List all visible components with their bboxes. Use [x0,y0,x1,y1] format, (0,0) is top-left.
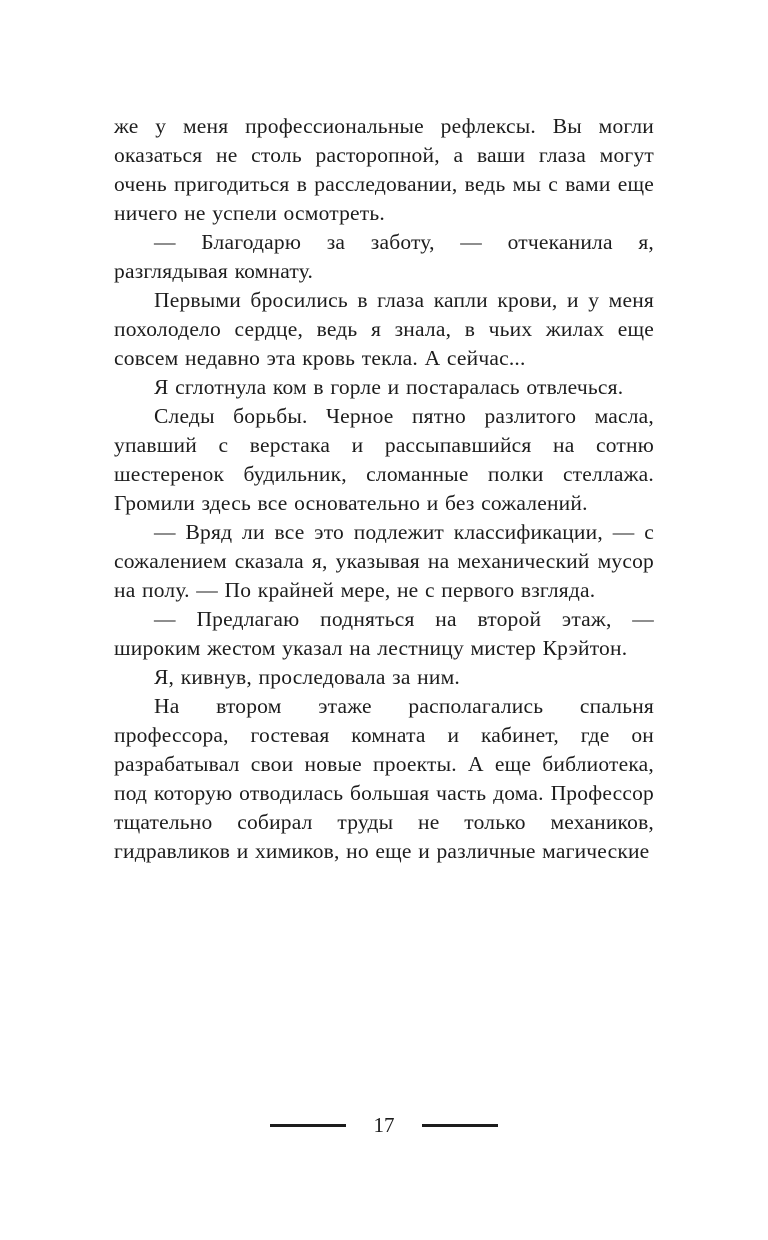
footer-rule-left [270,1124,346,1127]
paragraph-dialogue: — Предлагаю подняться на второй этаж, — широким жестом указал на лестницу мистер Крэйтон. [114,607,654,660]
paragraph-dialogue: — Благодарю за заботу, — отчеканила я, разглядывая комнату. [114,230,654,283]
paragraph: Я сглотнула ком в горле и постаралась отвлечься. [154,375,624,399]
paragraph: же у меня профессиональные рефлексы. Вы могли оказаться не столь расторопной, а ваши глаза могут очень пригодиться в расследовании, ведь мы с вами еще ничего не успели осмотреть. [114,114,654,225]
footer-rule-right [422,1124,498,1127]
paragraph: Я, кивнув, проследовала за ним. [154,665,460,689]
page-footer [0,1112,768,1138]
page-number: 17 [373,1113,395,1137]
paragraph: Первыми бросились в глаза капли крови, и у меня похолодело сердце, ведь я знала, в чьих жилах еще совсем недавно эта кровь текла. А сейчас... [114,288,654,370]
page-text [114,112,654,866]
paragraph-dialogue: — Вряд ли все это подлежит классификации, — с сожалением сказала я, указывая на механический мусор на полу. — По крайней мере, не с первого взгляда. [114,520,654,602]
paragraph: На втором этаже располагались спальня профессора, гостевая комната и кабинет, где он разрабатывал свои новые проекты. А еще библиотека, под которую отводилась большая часть дома. Профессор тщательно собирал труды не только механиков, гидравликов и химиков, но еще и различные магические [114,694,654,863]
paragraph: Следы борьбы. Черное пятно разлитого масла, упавший с верстака и рассыпавшийся на сотню шестеренок будильник, сломанные полки стеллажа. Громили здесь все основательно и без сожалений. [114,404,654,515]
